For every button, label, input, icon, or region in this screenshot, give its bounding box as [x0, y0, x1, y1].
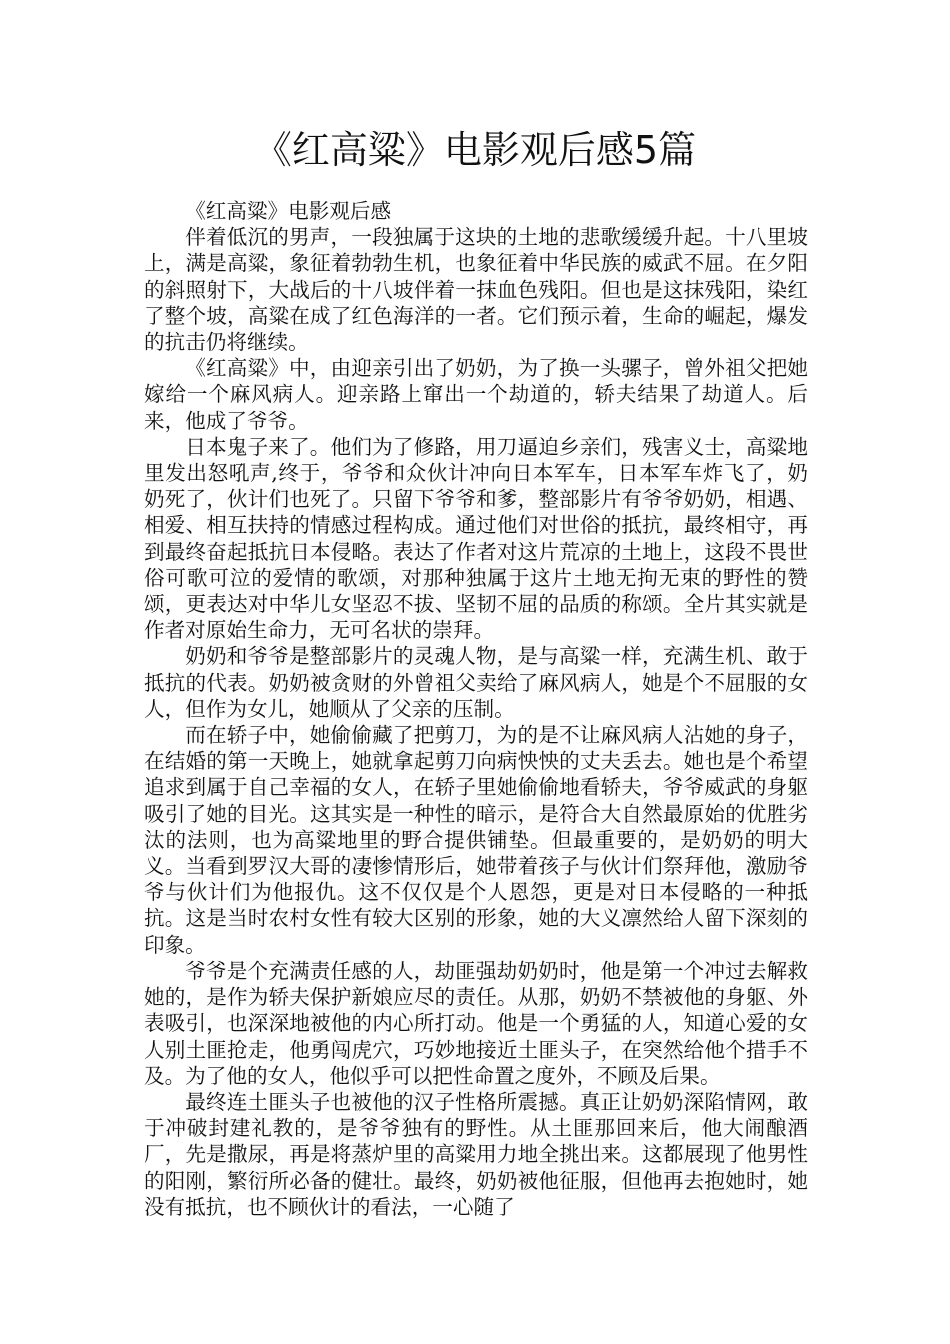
paragraph: 最终连土匪头子也被他的汉子性格所震撼。真正让奶奶深陷情网，敢于冲破封建礼教的，是爷爷独有的野性。从土匪那回来后，他大闹酿酒厂，先是撒尿，再是将蒸炉里的高粱用力地全挑出来。这都展现了他男性的阳刚，繁衍所必备的健壮。最终，奶奶被他征服，但他再去抱她时，她没有抵抗，也不顾伙计的看法，一心随了 — [144, 1089, 808, 1219]
paragraph: 《红高粱》中，由迎亲引出了奶奶，为了换一头骡子，曾外祖父把她嫁给一个麻风病人。迎亲路上窜出一个劫道的，轿夫结果了劫道人。后来，他成了爷爷。 — [144, 356, 808, 433]
paragraph: 而在轿子中，她偷偷藏了把剪刀，为的是不让麻风病人沾她的身子，在结婚的第一天晚上，她就拿起剪刀向病怏怏的丈夫丢去。她也是个希望追求到属于自己幸福的女人，在轿子里她偷偷地看轿夫，爷爷威武的身躯吸引了她的目光。这其实是一种性的暗示，是符合大自然最原始的优胜劣汰的法则，也为高粱地里的野合提供铺垫。但最重要的，是奶奶的明大义。当看到罗汉大哥的凄惨情形后，她带着孩子与伙计们祭拜他，激励爷爷与伙计们为他报仇。这不仅仅是个人恩怨，更是对日本侵略的一种抵抗。这是当时农村女性有较大区别的形象，她的大义凛然给人留下深刻的印象。 — [144, 723, 808, 957]
section-subtitle: 《红高粱》电影观后感 — [185, 199, 392, 223]
paragraph: 爷爷是个充满责任感的人，劫匪强劫奶奶时，他是第一个冲过去解救她的，是作为轿夫保护新娘应尽的责任。从那，奶奶不禁被他的身躯、外表吸引，也深深地被他的内心所打动。他是一个勇猛的人，知道心爱的女人别土匪抢走，他勇闯虎穴，巧妙地接近土匪头子，在突然给他个措手不及。为了他的女人，他似乎可以把性命置之度外，不顾及后果。 — [144, 958, 808, 1088]
paragraph: 日本鬼子来了。他们为了修路，用刀逼迫乡亲们，残害义士，高粱地里发出怒吼声,终于，爷爷和众伙计冲向日本军车，日本军车炸飞了，奶奶死了，伙计们也死了。只留下爷爷和爹，整部影片有爷爷奶奶，相遇、相爱、相互扶持的情感过程构成。通过他们对世俗的抵抗，最终相守，再到最终奋起抵抗日本侵略。表达了作者对这片荒凉的土地上，这段不畏世俗可歌可泣的爱情的歌颂，对那种独属于这片土地无拘无束的野性的赞颂，更表达对中华儿女坚忍不拔、坚韧不屈的品质的称颂。全片其实就是作者对原始生命力，无可名状的崇拜。 — [144, 434, 808, 643]
document-body — [144, 198, 808, 1220]
paragraph: 伴着低沉的男声，一段独属于这块的土地的悲歌缓缓升起。十八里坡上，满是高粱，象征着勃勃生机，也象征着中华民族的威武不屈。在夕阳的斜照射下，大战后的十八坡伴着一抹血色残阳。但也是这抹残阳，染红了整个坡，高粱在成了红色海洋的一者。它们预示着，生命的崛起，爆发的抗击仍将继续。 — [144, 225, 808, 355]
document-title: 《红高粱》电影观后感5篇 — [253, 128, 697, 172]
paragraph: 奶奶和爷爷是整部影片的灵魂人物，是与高粱一样，充满生机、敢于抵抗的代表。奶奶被贪财的外曾祖父卖给了麻风病人，她是个不屈服的女人，但作为女儿，她顺从了父亲的压制。 — [144, 644, 808, 721]
